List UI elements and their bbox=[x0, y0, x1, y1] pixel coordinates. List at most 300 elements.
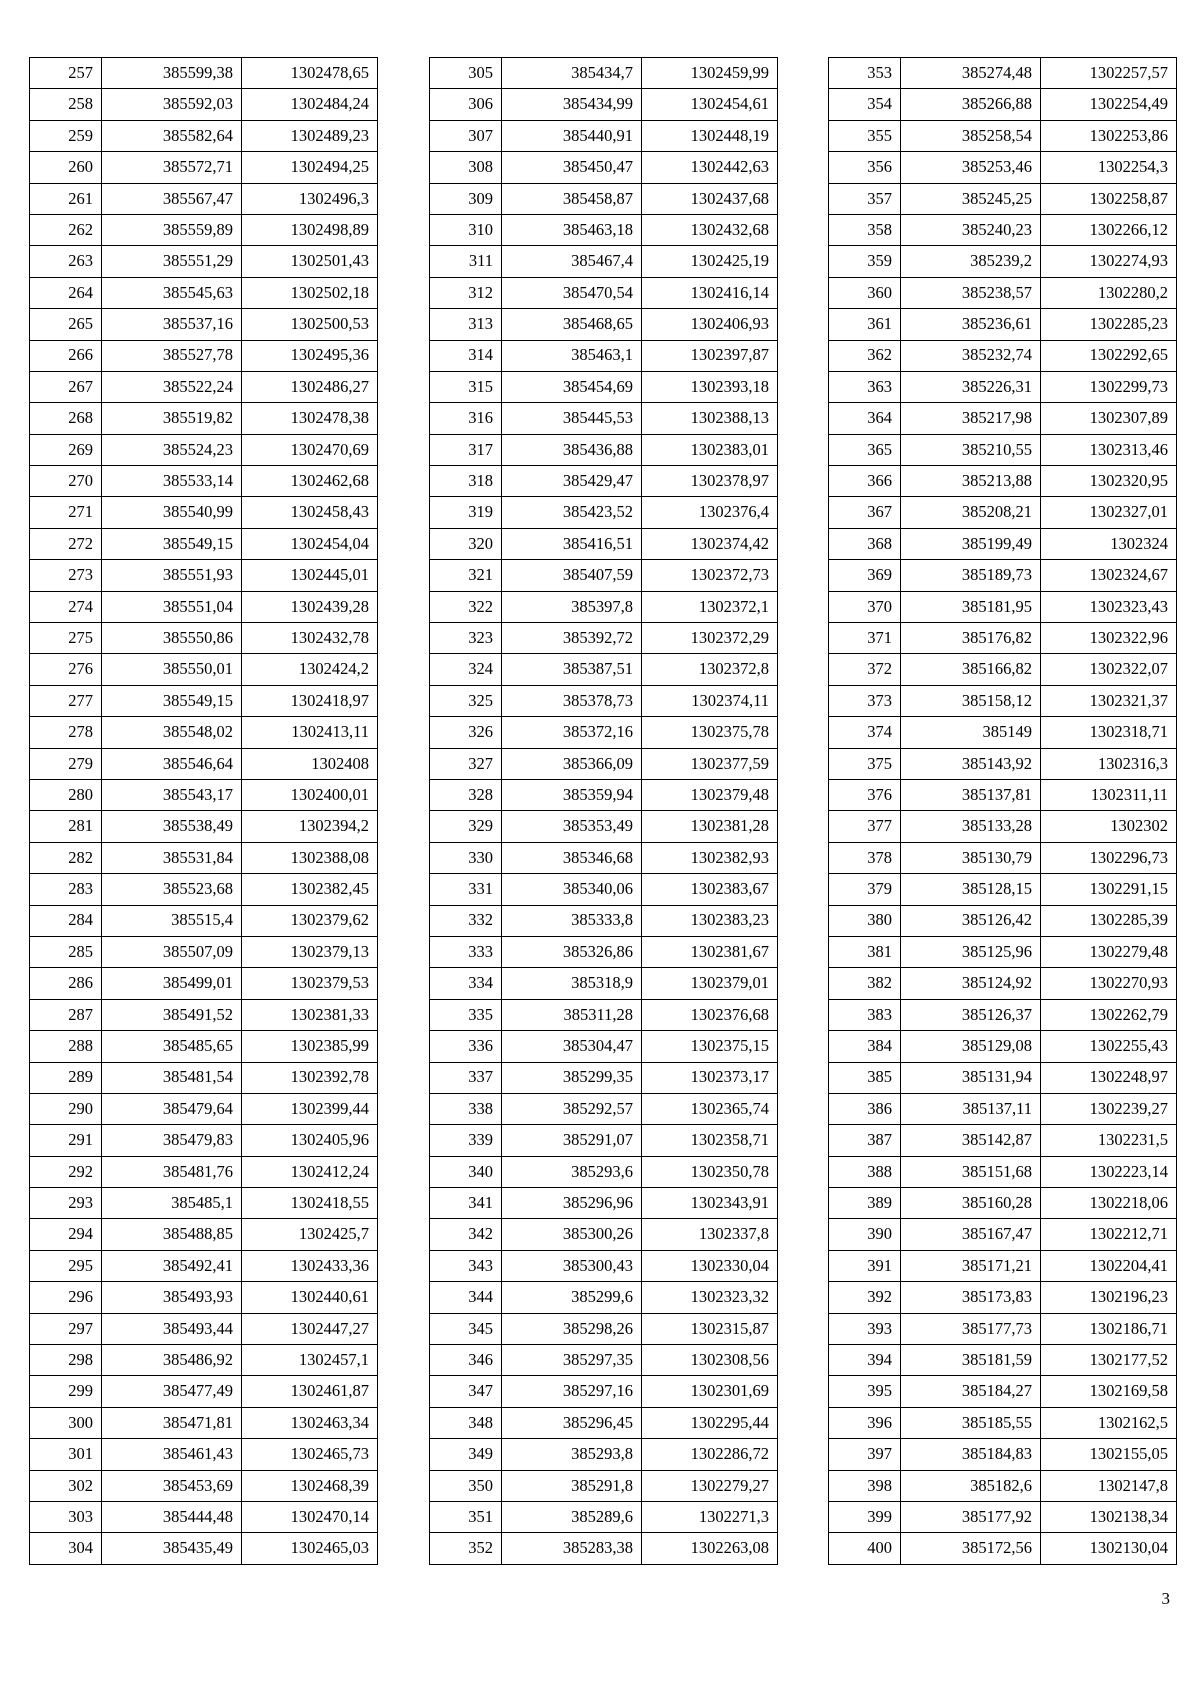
table-row bbox=[829, 1376, 1177, 1407]
point-number-cell: 369 bbox=[829, 560, 901, 591]
x-coordinate-cell: 385463,1 bbox=[502, 340, 642, 371]
table-row bbox=[430, 1470, 778, 1501]
table-row bbox=[430, 779, 778, 810]
point-number-cell: 321 bbox=[430, 560, 502, 591]
y-coordinate-cell: 1302459,99 bbox=[642, 58, 778, 89]
point-number-cell: 398 bbox=[829, 1470, 901, 1501]
y-coordinate-cell: 1302498,89 bbox=[242, 214, 378, 245]
y-coordinate-cell: 1302196,23 bbox=[1041, 1282, 1177, 1313]
y-coordinate-cell: 1302385,99 bbox=[242, 1031, 378, 1062]
x-coordinate-cell: 385133,28 bbox=[901, 811, 1041, 842]
table-row bbox=[430, 1031, 778, 1062]
x-coordinate-cell: 385126,37 bbox=[901, 999, 1041, 1030]
point-number-cell: 365 bbox=[829, 434, 901, 465]
x-coordinate-cell: 385236,61 bbox=[901, 309, 1041, 340]
point-number-cell: 324 bbox=[430, 654, 502, 685]
y-coordinate-cell: 1302299,73 bbox=[1041, 371, 1177, 402]
y-coordinate-cell: 1302468,39 bbox=[242, 1470, 378, 1501]
point-number-cell: 368 bbox=[829, 528, 901, 559]
y-coordinate-cell: 1302322,07 bbox=[1041, 654, 1177, 685]
point-number-cell: 392 bbox=[829, 1282, 901, 1313]
point-number-cell: 286 bbox=[30, 968, 102, 999]
x-coordinate-cell: 385366,09 bbox=[502, 748, 642, 779]
point-number-cell: 293 bbox=[30, 1188, 102, 1219]
point-number-cell: 272 bbox=[30, 528, 102, 559]
table-row bbox=[829, 905, 1177, 936]
x-coordinate-cell: 385523,68 bbox=[102, 874, 242, 905]
table-row bbox=[430, 497, 778, 528]
point-number-cell: 278 bbox=[30, 717, 102, 748]
y-coordinate-cell: 1302162,5 bbox=[1041, 1407, 1177, 1438]
point-number-cell: 336 bbox=[430, 1031, 502, 1062]
page-number: 3 bbox=[1161, 1589, 1170, 1608]
table-row bbox=[30, 1345, 378, 1376]
y-coordinate-cell: 1302437,68 bbox=[642, 183, 778, 214]
point-number-cell: 313 bbox=[430, 309, 502, 340]
table-row bbox=[30, 999, 378, 1030]
point-number-cell: 374 bbox=[829, 717, 901, 748]
point-number-cell: 298 bbox=[30, 1345, 102, 1376]
y-coordinate-cell: 1302313,46 bbox=[1041, 434, 1177, 465]
table-row bbox=[829, 58, 1177, 89]
point-number-cell: 381 bbox=[829, 936, 901, 967]
x-coordinate-cell: 385126,42 bbox=[901, 905, 1041, 936]
y-coordinate-cell: 1302486,27 bbox=[242, 371, 378, 402]
point-number-cell: 257 bbox=[30, 58, 102, 89]
point-number-cell: 370 bbox=[829, 591, 901, 622]
table-row bbox=[829, 717, 1177, 748]
y-coordinate-cell: 1302372,8 bbox=[642, 654, 778, 685]
point-number-cell: 263 bbox=[30, 246, 102, 277]
y-coordinate-cell: 1302316,3 bbox=[1041, 748, 1177, 779]
point-number-cell: 366 bbox=[829, 466, 901, 497]
y-coordinate-cell: 1302418,97 bbox=[242, 685, 378, 716]
table-row bbox=[30, 466, 378, 497]
table-row bbox=[430, 842, 778, 873]
y-coordinate-cell: 1302315,87 bbox=[642, 1313, 778, 1344]
point-number-cell: 358 bbox=[829, 214, 901, 245]
x-coordinate-cell: 385416,51 bbox=[502, 528, 642, 559]
x-coordinate-cell: 385538,49 bbox=[102, 811, 242, 842]
x-coordinate-cell: 385245,25 bbox=[901, 183, 1041, 214]
x-coordinate-cell: 385226,31 bbox=[901, 371, 1041, 402]
x-coordinate-cell: 385151,68 bbox=[901, 1156, 1041, 1187]
x-coordinate-cell: 385318,9 bbox=[502, 968, 642, 999]
table-row bbox=[30, 1501, 378, 1532]
table-row bbox=[30, 1250, 378, 1281]
y-coordinate-cell: 1302376,4 bbox=[642, 497, 778, 528]
point-number-cell: 305 bbox=[430, 58, 502, 89]
table-row bbox=[430, 1188, 778, 1219]
y-coordinate-cell: 1302461,87 bbox=[242, 1376, 378, 1407]
point-number-cell: 371 bbox=[829, 623, 901, 654]
table-row bbox=[430, 1407, 778, 1438]
point-number-cell: 396 bbox=[829, 1407, 901, 1438]
y-coordinate-cell: 1302295,44 bbox=[642, 1407, 778, 1438]
y-coordinate-cell: 1302382,93 bbox=[642, 842, 778, 873]
point-number-cell: 332 bbox=[430, 905, 502, 936]
point-number-cell: 261 bbox=[30, 183, 102, 214]
table-row bbox=[30, 89, 378, 120]
y-coordinate-cell: 1302147,8 bbox=[1041, 1470, 1177, 1501]
point-number-cell: 323 bbox=[430, 623, 502, 654]
point-number-cell: 271 bbox=[30, 497, 102, 528]
x-coordinate-cell: 385199,49 bbox=[901, 528, 1041, 559]
y-coordinate-cell: 1302358,71 bbox=[642, 1125, 778, 1156]
table-row bbox=[30, 1439, 378, 1470]
point-number-cell: 265 bbox=[30, 309, 102, 340]
point-number-cell: 354 bbox=[829, 89, 901, 120]
y-coordinate-cell: 1302337,8 bbox=[642, 1219, 778, 1250]
y-coordinate-cell: 1302204,41 bbox=[1041, 1250, 1177, 1281]
x-coordinate-cell: 385372,16 bbox=[502, 717, 642, 748]
y-coordinate-cell: 1302379,48 bbox=[642, 779, 778, 810]
x-coordinate-cell: 385210,55 bbox=[901, 434, 1041, 465]
point-number-cell: 316 bbox=[430, 403, 502, 434]
point-number-cell: 260 bbox=[30, 152, 102, 183]
y-coordinate-cell: 1302286,72 bbox=[642, 1439, 778, 1470]
table-row bbox=[30, 779, 378, 810]
y-coordinate-cell: 1302399,44 bbox=[242, 1093, 378, 1124]
point-number-cell: 367 bbox=[829, 497, 901, 528]
y-coordinate-cell: 1302343,91 bbox=[642, 1188, 778, 1219]
table-row bbox=[30, 623, 378, 654]
x-coordinate-cell: 385185,55 bbox=[901, 1407, 1041, 1438]
y-coordinate-cell: 1302383,67 bbox=[642, 874, 778, 905]
table-row bbox=[829, 654, 1177, 685]
x-coordinate-cell: 385253,46 bbox=[901, 152, 1041, 183]
x-coordinate-cell: 385311,28 bbox=[502, 999, 642, 1030]
x-coordinate-cell: 385540,99 bbox=[102, 497, 242, 528]
point-number-cell: 390 bbox=[829, 1219, 901, 1250]
table-row bbox=[430, 340, 778, 371]
point-number-cell: 372 bbox=[829, 654, 901, 685]
x-coordinate-cell: 385531,84 bbox=[102, 842, 242, 873]
x-coordinate-cell: 385479,64 bbox=[102, 1093, 242, 1124]
point-number-cell: 295 bbox=[30, 1250, 102, 1281]
point-number-cell: 277 bbox=[30, 685, 102, 716]
table-row bbox=[30, 214, 378, 245]
table-row bbox=[30, 1282, 378, 1313]
x-coordinate-cell: 385454,69 bbox=[502, 371, 642, 402]
point-number-cell: 327 bbox=[430, 748, 502, 779]
x-coordinate-cell: 385129,08 bbox=[901, 1031, 1041, 1062]
y-coordinate-cell: 1302432,78 bbox=[242, 623, 378, 654]
x-coordinate-cell: 385582,64 bbox=[102, 120, 242, 151]
point-number-cell: 345 bbox=[430, 1313, 502, 1344]
x-coordinate-cell: 385378,73 bbox=[502, 685, 642, 716]
point-number-cell: 394 bbox=[829, 1345, 901, 1376]
y-coordinate-cell: 1302279,48 bbox=[1041, 936, 1177, 967]
y-coordinate-cell: 1302255,43 bbox=[1041, 1031, 1177, 1062]
point-number-cell: 387 bbox=[829, 1125, 901, 1156]
table-row bbox=[829, 1062, 1177, 1093]
x-coordinate-cell: 385461,43 bbox=[102, 1439, 242, 1470]
x-coordinate-cell: 385160,28 bbox=[901, 1188, 1041, 1219]
y-coordinate-cell: 1302463,34 bbox=[242, 1407, 378, 1438]
point-number-cell: 328 bbox=[430, 779, 502, 810]
y-coordinate-cell: 1302445,01 bbox=[242, 560, 378, 591]
table-row bbox=[30, 152, 378, 183]
y-coordinate-cell: 1302494,25 bbox=[242, 152, 378, 183]
point-number-cell: 266 bbox=[30, 340, 102, 371]
table-row bbox=[30, 1188, 378, 1219]
table-row bbox=[430, 1501, 778, 1532]
table-row bbox=[430, 434, 778, 465]
x-coordinate-cell: 385353,49 bbox=[502, 811, 642, 842]
x-coordinate-cell: 385493,93 bbox=[102, 1282, 242, 1313]
point-number-cell: 285 bbox=[30, 936, 102, 967]
x-coordinate-cell: 385488,85 bbox=[102, 1219, 242, 1250]
table-row bbox=[430, 1313, 778, 1344]
point-number-cell: 292 bbox=[30, 1156, 102, 1187]
x-coordinate-cell: 385440,91 bbox=[502, 120, 642, 151]
table-row bbox=[30, 497, 378, 528]
x-coordinate-cell: 385486,92 bbox=[102, 1345, 242, 1376]
y-coordinate-cell: 1302323,43 bbox=[1041, 591, 1177, 622]
x-coordinate-cell: 385515,4 bbox=[102, 905, 242, 936]
table-row bbox=[430, 1282, 778, 1313]
point-number-cell: 294 bbox=[30, 1219, 102, 1250]
y-coordinate-cell: 1302285,23 bbox=[1041, 309, 1177, 340]
y-coordinate-cell: 1302470,14 bbox=[242, 1501, 378, 1532]
point-number-cell: 361 bbox=[829, 309, 901, 340]
y-coordinate-cell: 1302393,18 bbox=[642, 371, 778, 402]
x-coordinate-cell: 385434,99 bbox=[502, 89, 642, 120]
point-number-cell: 264 bbox=[30, 277, 102, 308]
y-coordinate-cell: 1302465,03 bbox=[242, 1533, 378, 1564]
table-row bbox=[430, 309, 778, 340]
x-coordinate-cell: 385293,6 bbox=[502, 1156, 642, 1187]
table-row bbox=[829, 999, 1177, 1030]
y-coordinate-cell: 1302397,87 bbox=[642, 340, 778, 371]
y-coordinate-cell: 1302413,11 bbox=[242, 717, 378, 748]
point-number-cell: 337 bbox=[430, 1062, 502, 1093]
y-coordinate-cell: 1302416,14 bbox=[642, 277, 778, 308]
point-number-cell: 284 bbox=[30, 905, 102, 936]
table-row bbox=[829, 1250, 1177, 1281]
y-coordinate-cell: 1302296,73 bbox=[1041, 842, 1177, 873]
table-row bbox=[30, 748, 378, 779]
x-coordinate-cell: 385293,8 bbox=[502, 1439, 642, 1470]
x-coordinate-cell: 385551,93 bbox=[102, 560, 242, 591]
y-coordinate-cell: 1302311,11 bbox=[1041, 779, 1177, 810]
point-number-cell: 310 bbox=[430, 214, 502, 245]
x-coordinate-cell: 385397,8 bbox=[502, 591, 642, 622]
point-number-cell: 267 bbox=[30, 371, 102, 402]
x-coordinate-cell: 385551,04 bbox=[102, 591, 242, 622]
x-coordinate-cell: 385240,23 bbox=[901, 214, 1041, 245]
point-number-cell: 362 bbox=[829, 340, 901, 371]
table-row bbox=[829, 1345, 1177, 1376]
x-coordinate-cell: 385434,7 bbox=[502, 58, 642, 89]
point-number-cell: 359 bbox=[829, 246, 901, 277]
table-row bbox=[30, 183, 378, 214]
y-coordinate-cell: 1302375,15 bbox=[642, 1031, 778, 1062]
point-number-cell: 339 bbox=[430, 1125, 502, 1156]
point-number-cell: 380 bbox=[829, 905, 901, 936]
y-coordinate-cell: 1302258,87 bbox=[1041, 183, 1177, 214]
y-coordinate-cell: 1302470,69 bbox=[242, 434, 378, 465]
y-coordinate-cell: 1302406,93 bbox=[642, 309, 778, 340]
y-coordinate-cell: 1302373,17 bbox=[642, 1062, 778, 1093]
x-coordinate-cell: 385258,54 bbox=[901, 120, 1041, 151]
table-row bbox=[829, 528, 1177, 559]
point-number-cell: 373 bbox=[829, 685, 901, 716]
y-coordinate-cell: 1302379,01 bbox=[642, 968, 778, 999]
x-coordinate-cell: 385550,86 bbox=[102, 623, 242, 654]
table-row bbox=[30, 936, 378, 967]
x-coordinate-cell: 385549,15 bbox=[102, 528, 242, 559]
x-coordinate-cell: 385297,35 bbox=[502, 1345, 642, 1376]
x-coordinate-cell: 385300,43 bbox=[502, 1250, 642, 1281]
point-number-cell: 353 bbox=[829, 58, 901, 89]
point-number-cell: 259 bbox=[30, 120, 102, 151]
table-row bbox=[430, 968, 778, 999]
x-coordinate-cell: 385485,1 bbox=[102, 1188, 242, 1219]
point-number-cell: 331 bbox=[430, 874, 502, 905]
x-coordinate-cell: 385158,12 bbox=[901, 685, 1041, 716]
x-coordinate-cell: 385436,88 bbox=[502, 434, 642, 465]
point-number-cell: 386 bbox=[829, 1093, 901, 1124]
x-coordinate-cell: 385507,09 bbox=[102, 936, 242, 967]
table-row bbox=[30, 591, 378, 622]
point-number-cell: 289 bbox=[30, 1062, 102, 1093]
point-number-cell: 330 bbox=[430, 842, 502, 873]
table-row bbox=[430, 623, 778, 654]
point-number-cell: 397 bbox=[829, 1439, 901, 1470]
y-coordinate-cell: 1302280,2 bbox=[1041, 277, 1177, 308]
x-coordinate-cell: 385213,88 bbox=[901, 466, 1041, 497]
y-coordinate-cell: 1302274,93 bbox=[1041, 246, 1177, 277]
x-coordinate-cell: 385481,54 bbox=[102, 1062, 242, 1093]
table-row bbox=[829, 1407, 1177, 1438]
x-coordinate-cell: 385177,73 bbox=[901, 1313, 1041, 1344]
x-coordinate-cell: 385182,6 bbox=[901, 1470, 1041, 1501]
point-number-cell: 258 bbox=[30, 89, 102, 120]
point-number-cell: 395 bbox=[829, 1376, 901, 1407]
table-row bbox=[30, 717, 378, 748]
point-number-cell: 287 bbox=[30, 999, 102, 1030]
y-coordinate-cell: 1302374,11 bbox=[642, 685, 778, 716]
y-coordinate-cell: 1302496,3 bbox=[242, 183, 378, 214]
x-coordinate-cell: 385479,83 bbox=[102, 1125, 242, 1156]
x-coordinate-cell: 385463,18 bbox=[502, 214, 642, 245]
point-number-cell: 347 bbox=[430, 1376, 502, 1407]
x-coordinate-cell: 385519,82 bbox=[102, 403, 242, 434]
y-coordinate-cell: 1302186,71 bbox=[1041, 1313, 1177, 1344]
table-row bbox=[430, 1093, 778, 1124]
x-coordinate-cell: 385130,79 bbox=[901, 842, 1041, 873]
point-number-cell: 275 bbox=[30, 623, 102, 654]
table-row bbox=[430, 466, 778, 497]
point-number-cell: 270 bbox=[30, 466, 102, 497]
y-coordinate-cell: 1302478,65 bbox=[242, 58, 378, 89]
table-body bbox=[430, 58, 778, 1565]
x-coordinate-cell: 385559,89 bbox=[102, 214, 242, 245]
table-row bbox=[30, 654, 378, 685]
x-coordinate-cell: 385296,96 bbox=[502, 1188, 642, 1219]
point-number-cell: 400 bbox=[829, 1533, 901, 1564]
y-coordinate-cell: 1302400,01 bbox=[242, 779, 378, 810]
table-row bbox=[430, 58, 778, 89]
table-row bbox=[30, 842, 378, 873]
table-row bbox=[30, 309, 378, 340]
y-coordinate-cell: 1302374,42 bbox=[642, 528, 778, 559]
x-coordinate-cell: 385232,74 bbox=[901, 340, 1041, 371]
x-coordinate-cell: 385184,27 bbox=[901, 1376, 1041, 1407]
table-row bbox=[430, 246, 778, 277]
point-number-cell: 283 bbox=[30, 874, 102, 905]
point-number-cell: 335 bbox=[430, 999, 502, 1030]
point-number-cell: 296 bbox=[30, 1282, 102, 1313]
point-number-cell: 325 bbox=[430, 685, 502, 716]
table-row bbox=[829, 1219, 1177, 1250]
y-coordinate-cell: 1302465,73 bbox=[242, 1439, 378, 1470]
table-row bbox=[829, 560, 1177, 591]
point-number-cell: 302 bbox=[30, 1470, 102, 1501]
y-coordinate-cell: 1302308,56 bbox=[642, 1345, 778, 1376]
x-coordinate-cell: 385340,06 bbox=[502, 874, 642, 905]
point-number-cell: 276 bbox=[30, 654, 102, 685]
x-coordinate-cell: 385471,81 bbox=[102, 1407, 242, 1438]
y-coordinate-cell: 1302279,27 bbox=[642, 1470, 778, 1501]
table-row bbox=[829, 1313, 1177, 1344]
point-number-cell: 355 bbox=[829, 120, 901, 151]
table-row bbox=[30, 874, 378, 905]
y-coordinate-cell: 1302372,1 bbox=[642, 591, 778, 622]
y-coordinate-cell: 1302388,13 bbox=[642, 403, 778, 434]
x-coordinate-cell: 385392,72 bbox=[502, 623, 642, 654]
y-coordinate-cell: 1302138,34 bbox=[1041, 1501, 1177, 1532]
point-number-cell: 297 bbox=[30, 1313, 102, 1344]
table-row bbox=[30, 685, 378, 716]
y-coordinate-cell: 1302324 bbox=[1041, 528, 1177, 559]
table-row bbox=[829, 434, 1177, 465]
table-row bbox=[430, 1250, 778, 1281]
table-row bbox=[829, 1501, 1177, 1532]
x-coordinate-cell: 385292,57 bbox=[502, 1093, 642, 1124]
table-row bbox=[829, 246, 1177, 277]
table-row bbox=[829, 1282, 1177, 1313]
y-coordinate-cell: 1302291,15 bbox=[1041, 874, 1177, 905]
table-row bbox=[430, 748, 778, 779]
y-coordinate-cell: 1302376,68 bbox=[642, 999, 778, 1030]
y-coordinate-cell: 1302382,45 bbox=[242, 874, 378, 905]
table-row bbox=[430, 371, 778, 402]
table-row bbox=[30, 371, 378, 402]
point-number-cell: 363 bbox=[829, 371, 901, 402]
point-number-cell: 309 bbox=[430, 183, 502, 214]
table-row bbox=[829, 120, 1177, 151]
table-row bbox=[829, 874, 1177, 905]
x-coordinate-cell: 385387,51 bbox=[502, 654, 642, 685]
point-number-cell: 288 bbox=[30, 1031, 102, 1062]
y-coordinate-cell: 1302321,37 bbox=[1041, 685, 1177, 716]
point-number-cell: 364 bbox=[829, 403, 901, 434]
y-coordinate-cell: 1302502,18 bbox=[242, 277, 378, 308]
y-coordinate-cell: 1302454,04 bbox=[242, 528, 378, 559]
y-coordinate-cell: 1302377,59 bbox=[642, 748, 778, 779]
point-number-cell: 382 bbox=[829, 968, 901, 999]
x-coordinate-cell: 385445,53 bbox=[502, 403, 642, 434]
table-row bbox=[430, 152, 778, 183]
table-row bbox=[829, 623, 1177, 654]
point-number-cell: 300 bbox=[30, 1407, 102, 1438]
table-row bbox=[30, 340, 378, 371]
table-row bbox=[829, 1031, 1177, 1062]
y-coordinate-cell: 1302231,5 bbox=[1041, 1125, 1177, 1156]
